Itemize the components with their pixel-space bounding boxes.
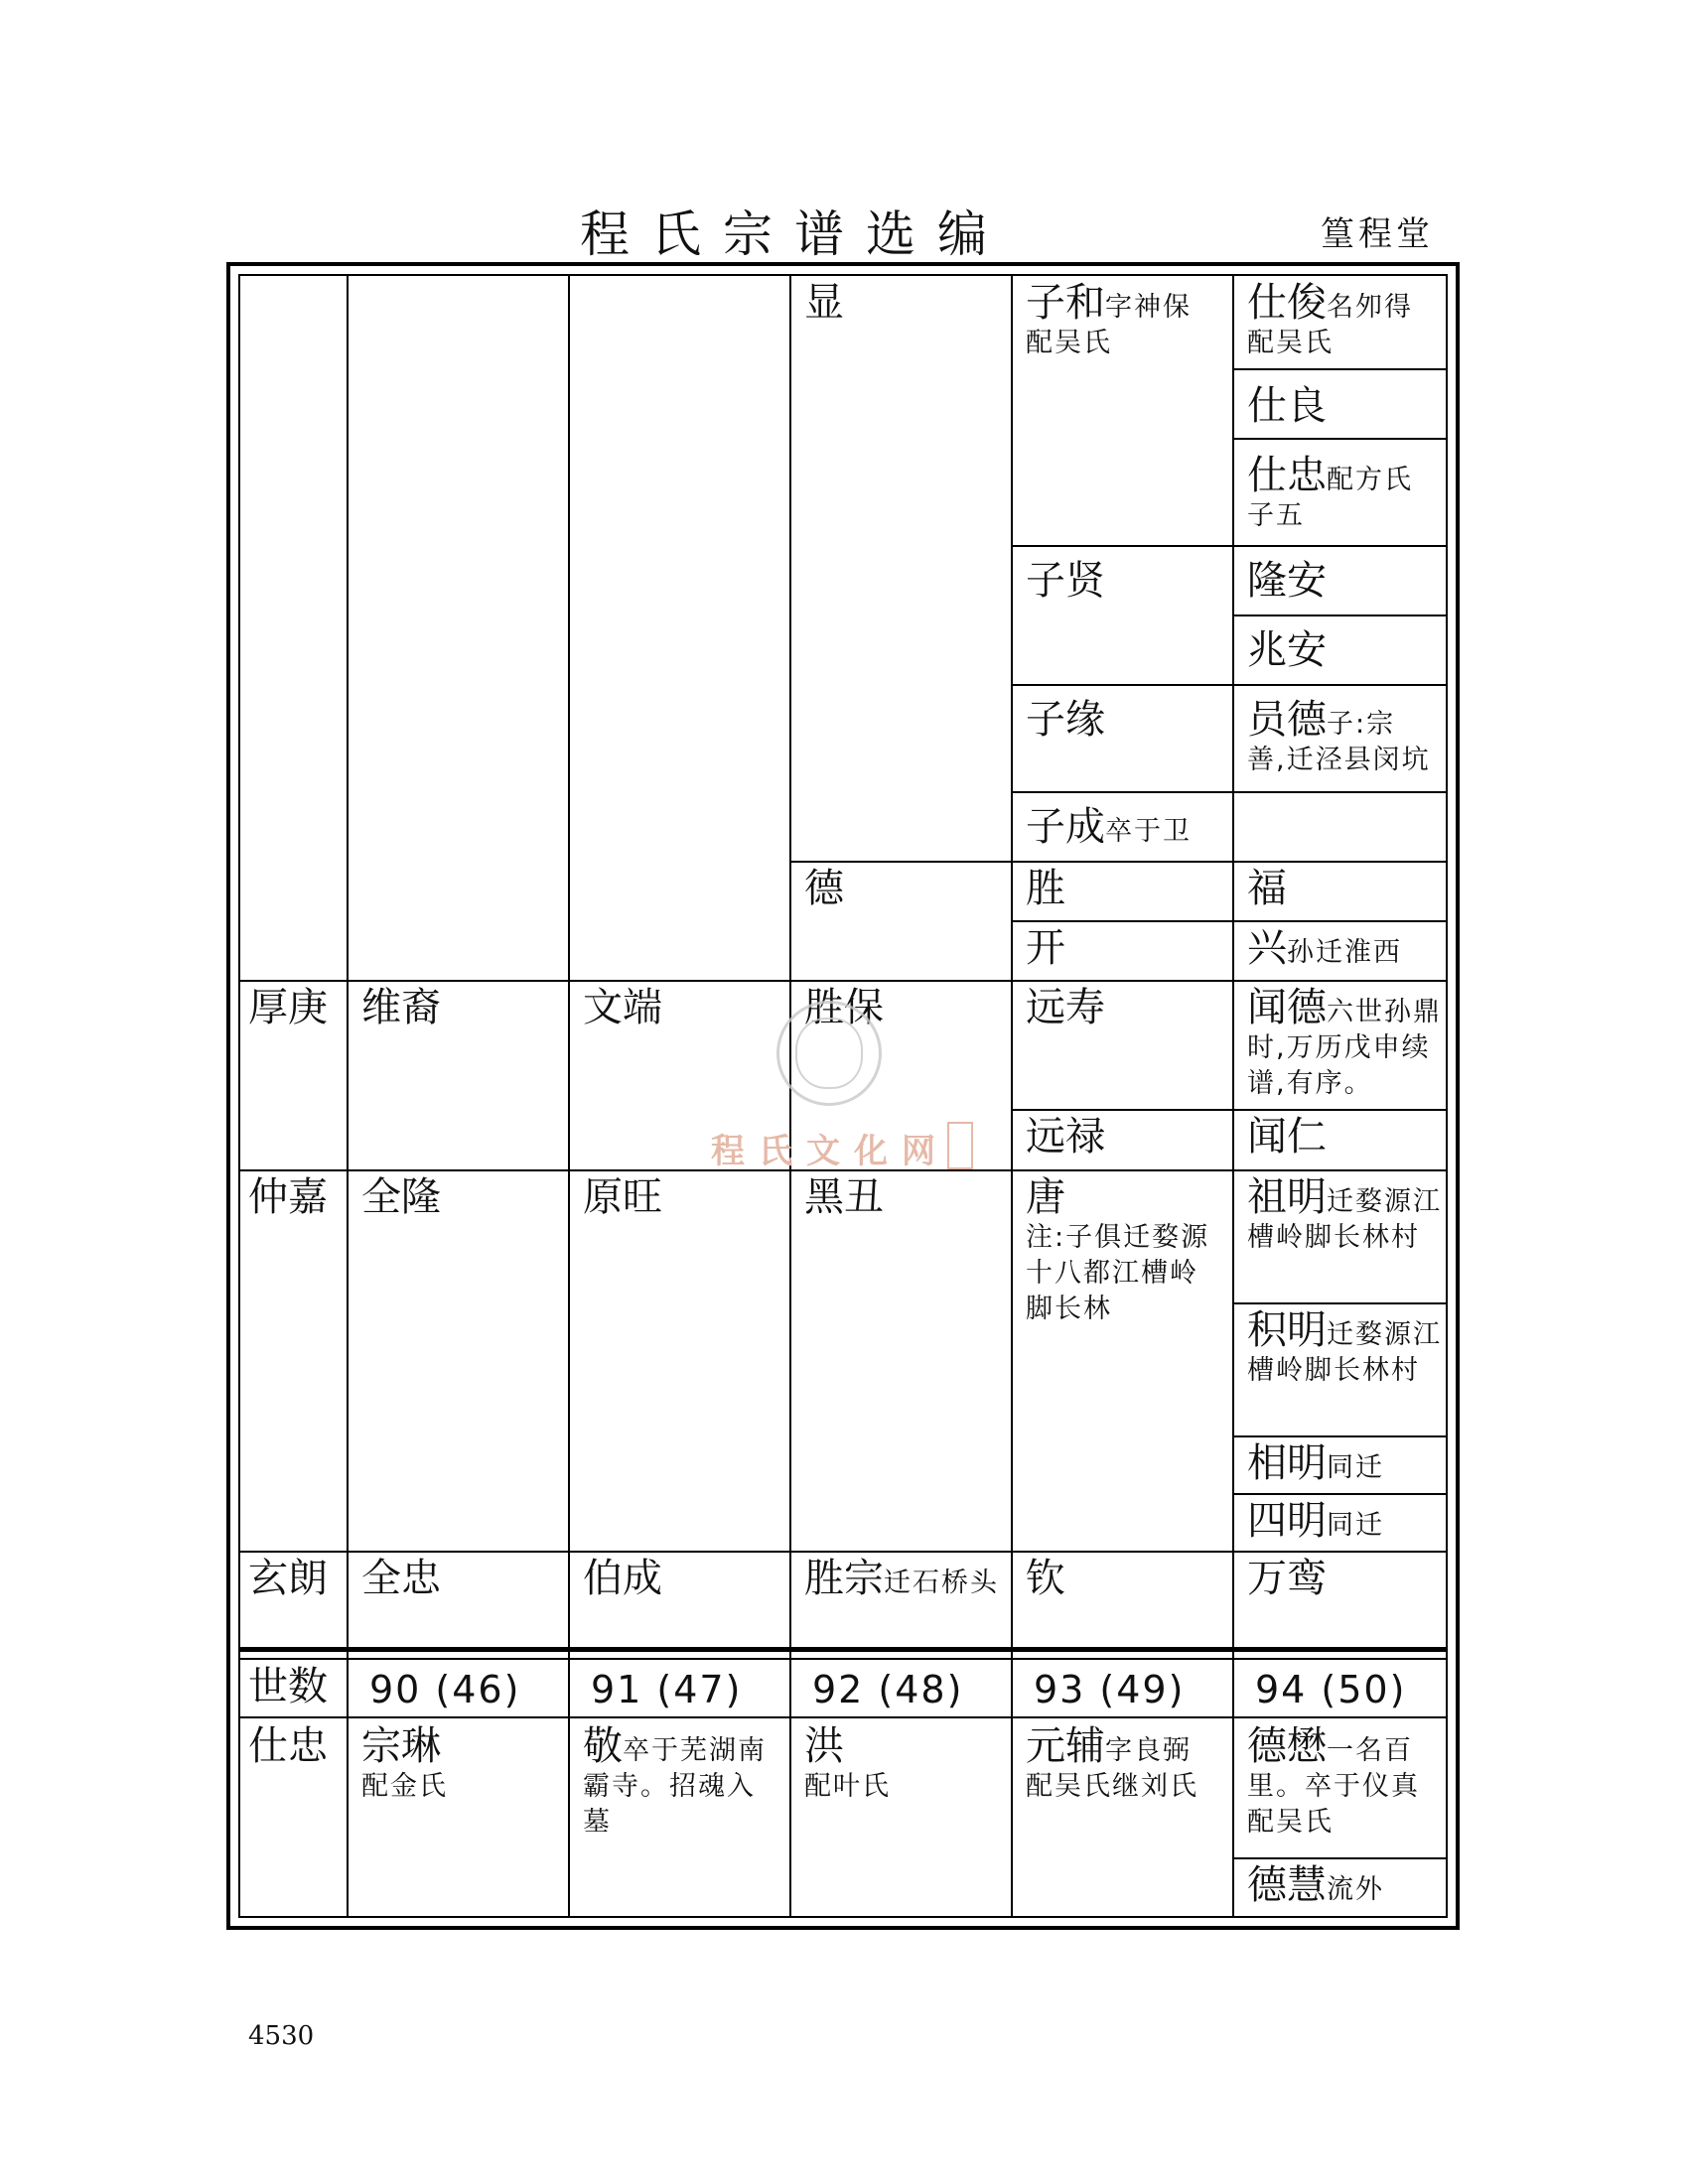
generation-number: 93 (49)	[1034, 1668, 1186, 1711]
name-cell: 仕俊名夘得 配吴氏	[1247, 280, 1413, 358]
name-cell: 仕良	[1247, 383, 1327, 429]
row-divider	[1232, 1435, 1448, 1437]
row-divider	[1011, 684, 1448, 686]
row-divider	[238, 1551, 1448, 1553]
row-divider	[1011, 791, 1448, 793]
row-divider	[1232, 1302, 1448, 1304]
name-cell: 远寿	[1026, 985, 1105, 1030]
name-cell: 维裔	[361, 985, 441, 1030]
name-cell: 德慧流外	[1247, 1862, 1384, 1908]
row-label: 厚庚	[248, 985, 328, 1030]
generation-number: 92 (48)	[812, 1668, 964, 1711]
page-title: 程氏宗谱选编	[580, 205, 1009, 263]
row-divider	[1232, 614, 1448, 616]
row-divider	[238, 1716, 1448, 1718]
generation-label: 世数	[248, 1664, 328, 1709]
name-cell: 子成卒于卫	[1026, 804, 1192, 850]
name-cell: 胜宗迁石桥头	[804, 1556, 999, 1601]
name-cell: 原旺	[583, 1174, 662, 1220]
name-cell: 全忠	[361, 1556, 441, 1601]
name-cell: 万鸾	[1247, 1556, 1327, 1601]
row-divider	[1011, 1109, 1448, 1111]
name-cell: 闻德六世孙鼎时,万历戊申续谱,有序。	[1247, 985, 1442, 1099]
name-cell: 唐 注:子俱迁婺源十八都江槽岭脚长林	[1026, 1174, 1210, 1324]
name-cell: 祖明迁婺源江槽岭脚长林村	[1247, 1174, 1442, 1253]
row-divider	[1232, 438, 1448, 440]
row-label: 玄朗	[248, 1556, 328, 1601]
seal-stamp	[776, 1001, 882, 1106]
section-divider	[238, 1658, 1448, 1660]
name-cell: 兴孙迁淮西	[1247, 925, 1402, 971]
name-cell: 黑丑	[804, 1174, 884, 1220]
name-cell: 宗琳 配金氏	[361, 1723, 448, 1802]
name-cell: 子贤	[1026, 558, 1105, 604]
name-cell: 仕忠配方氏 子五	[1247, 453, 1413, 531]
section-divider-bold	[238, 1647, 1448, 1652]
row-divider	[1011, 920, 1448, 922]
col-divider	[1232, 274, 1234, 1918]
name-cell: 远禄	[1026, 1114, 1105, 1160]
row-divider	[1232, 1857, 1448, 1859]
row-divider	[238, 980, 1448, 982]
name-cell: 德懋一名百里。卒于仪真配吴氏	[1247, 1723, 1420, 1838]
col-divider	[568, 274, 570, 1918]
name-cell: 显	[804, 280, 844, 326]
name-cell: 开	[1026, 925, 1065, 971]
name-cell: 子缘	[1026, 697, 1105, 743]
row-divider	[1011, 545, 1448, 547]
name-cell: 四明同迁	[1247, 1498, 1384, 1544]
hall-name: 篁程堂	[1321, 214, 1434, 254]
name-cell: 伯成	[583, 1556, 662, 1601]
name-cell: 胜保	[804, 985, 884, 1030]
watermark-stamp	[947, 1122, 973, 1169]
generation-number: 90 (46)	[369, 1668, 521, 1711]
row-label: 仕忠	[248, 1723, 328, 1769]
name-cell: 福	[1247, 866, 1287, 911]
page-number: 4530	[248, 2021, 315, 2051]
name-cell: 洪 配叶氏	[804, 1723, 891, 1802]
col-divider	[347, 274, 349, 1918]
name-cell: 德	[804, 866, 844, 911]
col-divider	[1011, 274, 1013, 1918]
name-cell: 相明同迁	[1247, 1440, 1384, 1486]
watermark-text: 程氏文化网	[711, 1132, 949, 1171]
name-cell: 敬卒于芜湖南霸寺。招魂入墓	[583, 1723, 767, 1838]
name-cell: 钦	[1026, 1556, 1065, 1601]
name-cell: 元辅字良弼 配吴氏继刘氏	[1026, 1723, 1198, 1802]
col-divider	[789, 274, 791, 1918]
name-cell: 隆安	[1247, 558, 1327, 604]
name-cell: 全隆	[361, 1174, 441, 1220]
generation-number: 91 (47)	[591, 1668, 743, 1711]
row-divider	[789, 861, 1448, 863]
name-cell: 闻仁	[1247, 1114, 1327, 1160]
row-divider	[1232, 1493, 1448, 1495]
name-cell: 文端	[583, 985, 662, 1030]
name-cell: 员德子:宗 善,迁泾县闵坑	[1247, 697, 1431, 775]
name-cell: 兆安	[1247, 627, 1327, 673]
name-cell: 子和字神保 配吴氏	[1026, 280, 1192, 358]
name-cell: 胜	[1026, 866, 1065, 911]
name-cell: 积明迁婺源江槽岭脚长林村	[1247, 1307, 1442, 1386]
row-label: 仲嘉	[248, 1174, 328, 1220]
row-divider	[1232, 368, 1448, 370]
generation-number: 94 (50)	[1255, 1668, 1407, 1711]
